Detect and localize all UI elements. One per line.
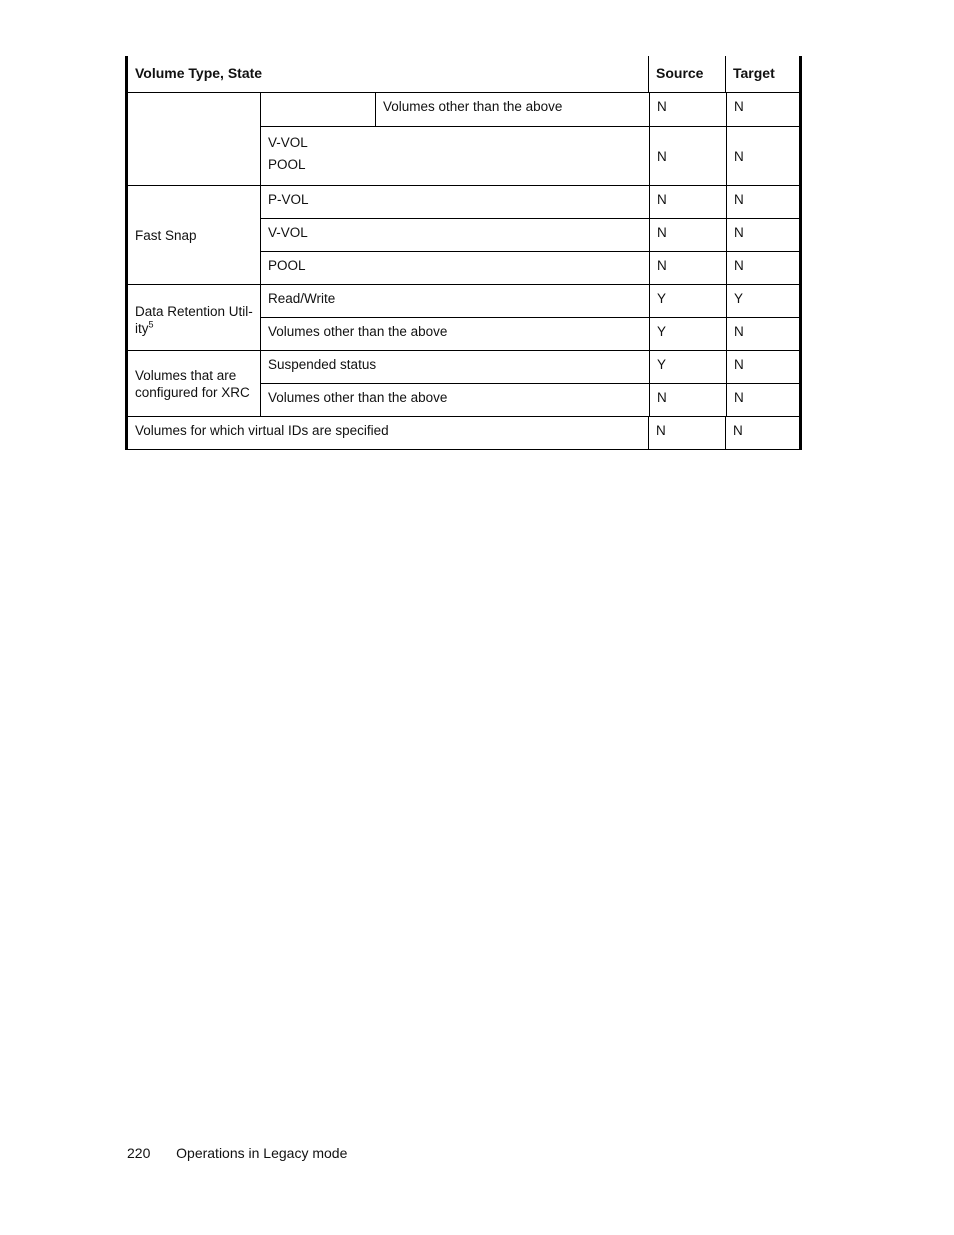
state-cell: P-VOL xyxy=(268,192,309,207)
table-row xyxy=(260,252,799,284)
table-row xyxy=(260,318,799,350)
table-row xyxy=(260,219,799,252)
volume-state-table xyxy=(125,56,802,450)
state-line: V-VOL xyxy=(268,135,308,150)
table-row xyxy=(260,351,799,384)
target-value: N xyxy=(734,148,744,164)
label-line: Data Retention Util- xyxy=(135,303,253,319)
label-line xyxy=(135,320,253,337)
source-cell: Y xyxy=(649,318,726,350)
label-line: Volumes that are xyxy=(135,367,237,383)
table-row xyxy=(128,417,799,450)
target-cell xyxy=(726,127,803,185)
target-cell: N xyxy=(726,93,803,126)
table-row xyxy=(260,285,799,318)
target-cell: N xyxy=(726,219,803,251)
page-footer xyxy=(127,1145,347,1161)
label-line: configured for XRC xyxy=(135,384,250,400)
state-cell xyxy=(261,127,649,185)
group-label-data-retention xyxy=(128,285,260,350)
source-cell: N xyxy=(649,219,726,251)
table-row xyxy=(260,384,799,416)
state-cell: POOL xyxy=(268,258,306,273)
source-cell: N xyxy=(649,252,726,284)
target-cell: N xyxy=(725,417,802,449)
state-cell: V-VOL xyxy=(268,225,308,240)
label-line-text: ity xyxy=(135,320,149,336)
header-source: Source xyxy=(648,56,725,92)
table-row xyxy=(260,186,799,219)
state-cell: Volumes for which virtual IDs are specified xyxy=(135,423,389,438)
footnote-marker: 5 xyxy=(148,319,154,329)
group-label-fast-snap xyxy=(128,186,260,284)
state-cell: Read/Write xyxy=(268,291,336,306)
table-group-xrc xyxy=(128,351,799,417)
target-cell: Y xyxy=(726,285,803,317)
table-row xyxy=(260,93,799,127)
empty-subcell xyxy=(261,93,375,126)
state-cell: Volumes other than the above xyxy=(375,93,649,126)
source-value: N xyxy=(657,148,667,164)
source-cell: N xyxy=(649,93,726,126)
state-line: POOL xyxy=(268,157,306,172)
table-row xyxy=(260,127,799,185)
target-cell: N xyxy=(726,384,803,416)
source-cell: N xyxy=(649,186,726,218)
source-cell xyxy=(649,127,726,185)
target-cell: N xyxy=(726,186,803,218)
group-label-text: Fast Snap xyxy=(135,227,197,243)
target-cell: N xyxy=(726,318,803,350)
source-cell: Y xyxy=(649,285,726,317)
target-cell: N xyxy=(726,351,803,383)
source-cell: N xyxy=(648,417,725,449)
state-cell: Volumes other than the above xyxy=(268,324,448,339)
target-cell: N xyxy=(726,252,803,284)
group-label-text xyxy=(135,303,253,337)
group-label-text xyxy=(135,367,250,401)
table-group-data-retention xyxy=(128,285,799,351)
state-cell: Suspended status xyxy=(268,357,377,372)
page-number: 220 xyxy=(127,1145,151,1161)
header-target: Target xyxy=(725,56,802,92)
group-label-xrc xyxy=(128,351,260,416)
source-cell: N xyxy=(649,384,726,416)
section-title: Operations in Legacy mode xyxy=(176,1145,348,1161)
group-label-empty xyxy=(128,93,260,185)
source-cell: Y xyxy=(649,351,726,383)
header-volume-type-state: Volume Type, State xyxy=(135,65,263,81)
table-header-row xyxy=(128,56,799,93)
table-group-fast-snap xyxy=(128,186,799,285)
state-cell: Volumes other than the above xyxy=(268,390,448,405)
table-group-continued xyxy=(128,93,799,186)
